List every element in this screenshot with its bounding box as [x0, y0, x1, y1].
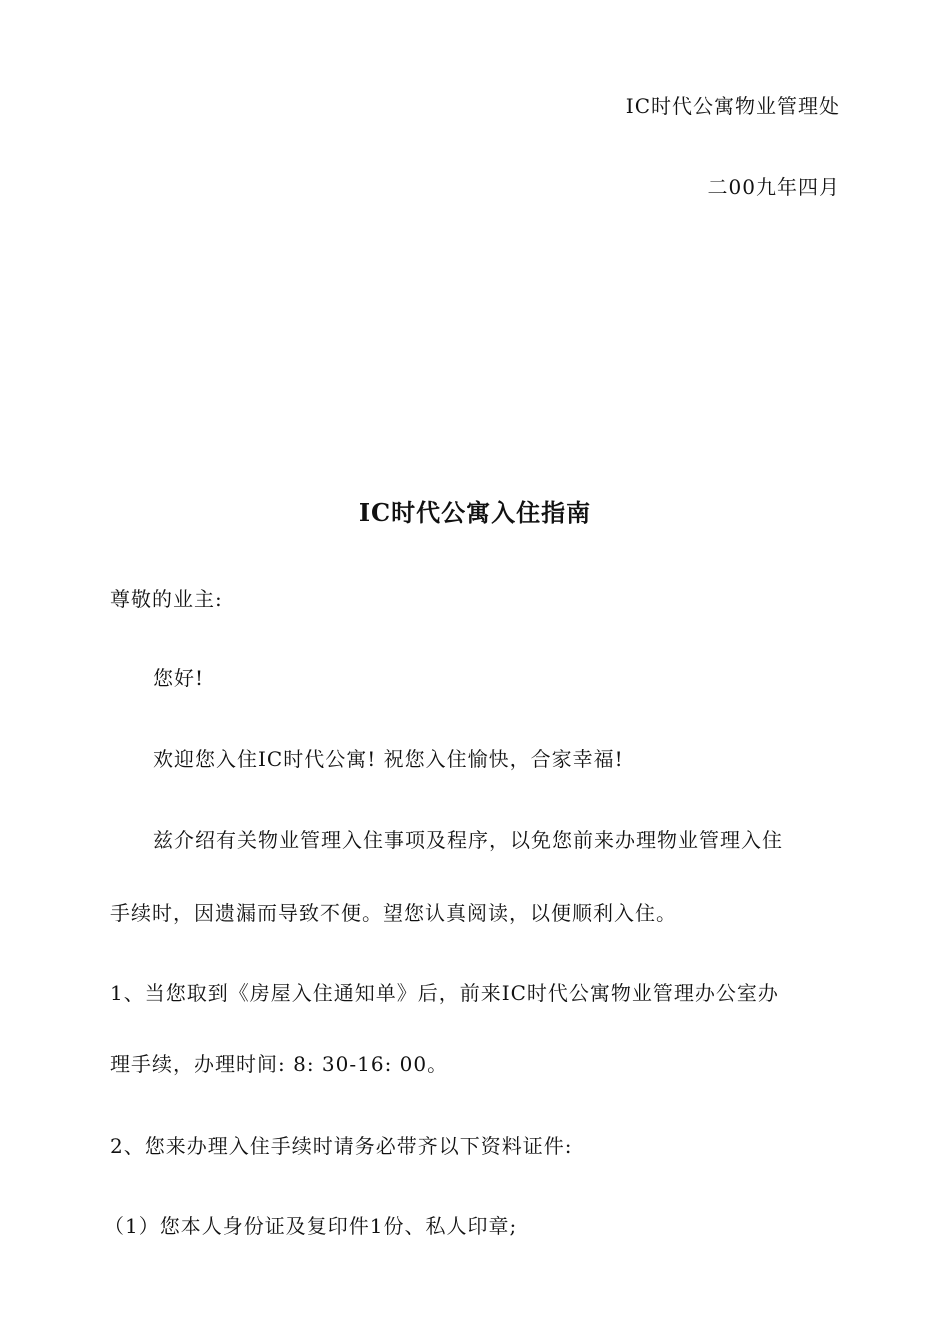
greeting: 您好!	[153, 666, 205, 690]
document-title: IC时代公寓入住指南	[358, 498, 592, 527]
intro-paragraph-line-1: 兹介绍有关物业管理入住事项及程序，以免您前来办理物业管理入住	[153, 828, 783, 852]
welcome-paragraph: 欢迎您入住IC时代公寓! 祝您入住愉快，合家幸福!	[153, 747, 624, 771]
item-1-line-1: 1、当您取到《房屋入住通知单》后，前来IC时代公寓物业管理办公室办	[110, 981, 779, 1005]
intro-paragraph-line-2: 手续时，因遗漏而导致不便。望您认真阅读，以便顺利入住。	[110, 901, 677, 925]
issue-date: 二00九年四月	[707, 175, 840, 199]
item-2-sub-1: （1）您本人身份证及复印件1份、私人印章;	[104, 1214, 518, 1238]
item-2-line-1: 2、您来办理入住手续时请务必带齐以下资料证件:	[110, 1134, 573, 1158]
org-name: IC时代公寓物业管理处	[625, 94, 840, 118]
salutation: 尊敬的业主:	[110, 587, 223, 611]
item-1-line-2: 理手续，办理时间: 8: 30-16: 00。	[110, 1052, 449, 1076]
